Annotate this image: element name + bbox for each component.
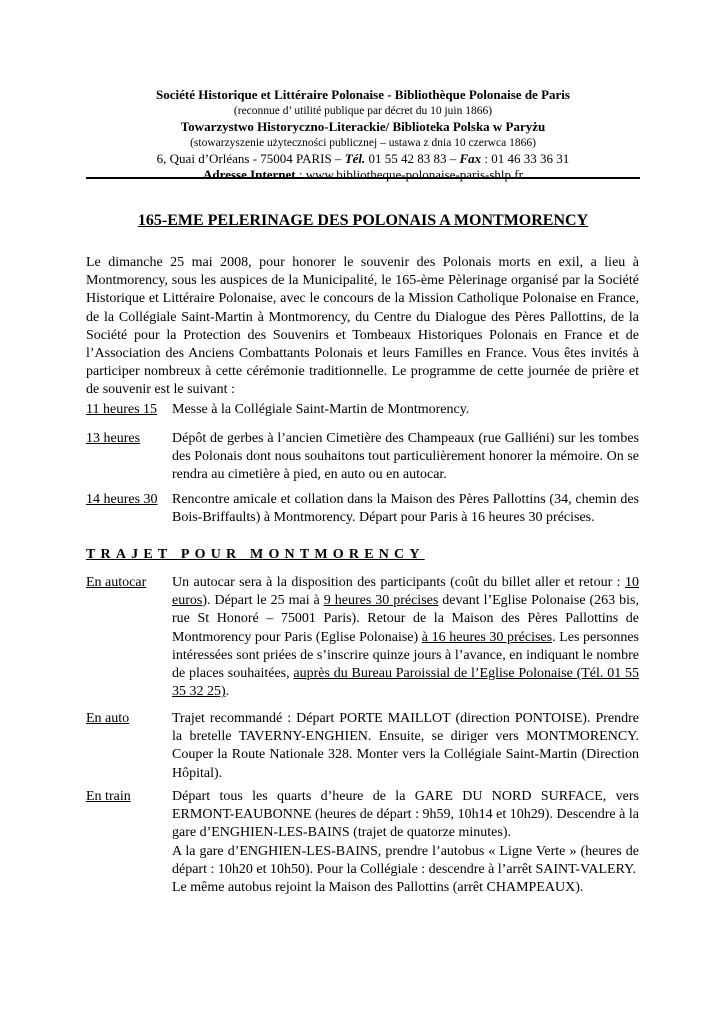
- program-item: [86, 401, 639, 419]
- transport-text: [172, 788, 639, 897]
- program-item: [86, 430, 639, 485]
- text-segment: Un autocar sera à la disposition des participants (coût du billet aller et retour :: [172, 575, 625, 590]
- program-text: Dépôt de gerbes à l’ancien Cimetière des Champeaux (rue Galliéni) sur les tombes des Polonais dont nous souhaitons tout particulièrement honorer la mémoire. On se rendra au cimetière à pied, en auto ou en autocar.: [172, 431, 639, 483]
- society-name: Société Historique et Littéraire Polonaise - Bibliothèque Polonaise de Paris: [156, 87, 570, 102]
- price: 10 euros: [172, 575, 639, 609]
- society-decree: (reconnue d’ utilité publique par décret du 10 juin 1866): [233, 105, 493, 117]
- website-label: Adresse Internet: [203, 167, 296, 182]
- transport-autocar: [86, 574, 639, 701]
- transport-label: En train: [86, 789, 131, 804]
- society-name-polish: Towarzystwo Historyczno-Literackie/ Biblioteka Polska w Paryżu: [180, 119, 546, 134]
- booking-contact: auprès du Bureau Paroissial de l’Eglise Polonaise (Tél. 01 55 35 32 25): [172, 666, 639, 700]
- train-paragraph: A la gare d’ENGHIEN-LES-BAINS, prendre l’autobus « Ligne Verte » (heures de départ : 10h20 et 10h50). Pour la Collégiale : descendre à l’arrêt SAINT-VALERY.: [172, 843, 639, 877]
- program-text: Rencontre amicale et collation dans la Maison des Pères Pallottins (34, chemin des Bois-Briffaults) à Montmorency. Départ pour Paris à 16 heures 30 précises.: [172, 492, 639, 526]
- fax-value: : 01 46 33 36 31: [481, 151, 570, 166]
- intro-paragraph: Le dimanche 25 mai 2008, pour honorer le souvenir des Polonais morts en exil, a lieu à Montmorency, sous les auspices de la Municipalité, le 165-ème Pèlerinage organisé par la Société Historique et Littéraire Polonaise, avec le concours de la Mission Catholique Polonaise en France, de la Collégiale Saint-Martin à Montmorency, du Centre du Dialogue des Pères Pallottins, de la Société pour la Protection des Souvenirs et Tombeaux Historiques Polonais en France et de l’Association des Anciens Combattants Polonais et leurs Familles en France. Vous êtes invités à participer nombreux à cette cérémonie traditionnelle. Le programme de cette journée de prière et de souvenir est le suivant :: [86, 255, 639, 398]
- society-decree-polish: (stowarzyszenie użyteczności publicznej – ustawa z dnia 10 czerwca 1866): [190, 137, 536, 149]
- transport-text: [172, 574, 639, 701]
- train-paragraph: Départ tous les quarts d’heure de la GARE DU NORD SURFACE, vers ERMONT-EAUBONNE (heures de départ : 9h59, 10h14 et 10h29). Descendre à la gare d’ENGHIEN-LES-BAINS (trajet de quatorze minutes).: [172, 789, 639, 841]
- return-time: à 16 heures 30 précises: [421, 629, 553, 645]
- program-time: 13 heures: [86, 431, 141, 446]
- program-text: Messe à la Collégiale Saint-Martin de Montmorency.: [172, 402, 470, 417]
- transport-train: [86, 788, 639, 897]
- text-segment: devant l’Eglise Polonaise (263 bis, rue St Honoré – 75001 Paris). Retour de la Maison des Pères Pallottins de Montmorency pour Paris (Eglise Polonaise): [172, 593, 639, 645]
- program-item: [86, 491, 639, 527]
- contact-line: [86, 151, 640, 167]
- transport-text: Trajet recommandé : Départ PORTE MAILLOT (direction PONTOISE). Prendre la bretelle TAVERNY-ENGHIEN. Ensuite, se diriger vers MONTMORENCY. Couper la Route Nationale 328. Monter vers la Collégiale Saint-Martin (Direction Hôpital).: [172, 711, 639, 781]
- departure-time: 9 heures 30 précises: [323, 593, 439, 609]
- transport-label: En autocar: [86, 575, 147, 590]
- tel-label: Tél.: [344, 151, 366, 166]
- text-segment: ). Départ le 25 mai à: [202, 593, 324, 609]
- transport-auto: [86, 710, 639, 783]
- trajet-heading: TRAJET POUR MONTMORENCY: [86, 547, 425, 562]
- page-title: 165-EME PELERINAGE DES POLONAIS A MONTMORENCY: [137, 212, 589, 229]
- program-time: 11 heures 15: [86, 402, 158, 417]
- text-segment: . Les personnes intéressées sont priées de s’inscrire quinze jours à l’avance, en indiquant le nombre de places souhaitées,: [172, 629, 639, 682]
- website-line: [86, 167, 640, 183]
- text-segment: .: [225, 684, 230, 700]
- transport-label: En auto: [86, 711, 130, 726]
- header-divider: [86, 177, 640, 179]
- program-time: 14 heures 30: [86, 492, 158, 507]
- letterhead: [86, 87, 640, 183]
- tel-value: 01 55 42 83 83 –: [365, 151, 460, 166]
- fax-label: Fax: [459, 151, 482, 166]
- website-value: : www.bibliotheque-polonaise-paris-shlp.fr: [295, 167, 523, 182]
- address: 6, Quai d’Orléans - 75004 PARIS –: [156, 151, 345, 166]
- train-paragraph: Le même autobus rejoint la Maison des Pallottins (arrêt CHAMPEAUX).: [172, 880, 584, 896]
